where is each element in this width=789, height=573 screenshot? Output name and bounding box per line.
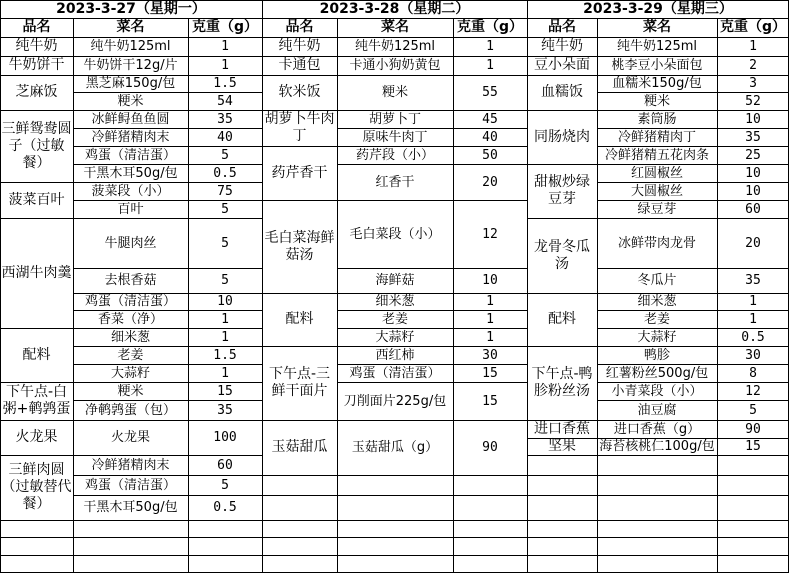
- dish-name: 配料: [22, 346, 51, 363]
- ingredient-name: 绿豆芽: [637, 201, 677, 217]
- ingredient-qty: 5: [221, 477, 229, 493]
- dish-name: 软米饭: [278, 84, 321, 100]
- ingredient-qty: 1: [221, 329, 229, 345]
- ingredient-qty: 90: [482, 440, 498, 455]
- ingredient-qty: 1: [221, 365, 229, 381]
- ingredient-name: 大蒜籽: [110, 365, 150, 381]
- dish-name: 配料: [548, 311, 576, 327]
- ingredient-qty: 12: [745, 383, 761, 399]
- ingredient-name: 纯牛奶125ml: [616, 39, 698, 54]
- ingredient-qty: 1: [486, 311, 494, 327]
- ingredient-name: 菠菜段（小）: [91, 183, 170, 199]
- ingredient-qty: 10: [745, 165, 761, 181]
- grid-line-horizontal: [0, 537, 262, 538]
- ingredient-name: 干黑木耳50g/包: [83, 165, 178, 181]
- dish-name: 同肠烧肉: [534, 128, 590, 145]
- ingredient-qty: 0.5: [741, 329, 765, 345]
- ingredient-name: 大蒜籽: [375, 329, 415, 345]
- ingredient-name: 冰鲜鲟鱼鱼圆: [91, 111, 170, 127]
- ingredient-name: 纯牛奶125ml: [90, 39, 171, 54]
- ingredient-name: 油豆腐: [637, 402, 677, 418]
- ingredient-qty: 0.5: [213, 500, 237, 515]
- ingredient-name: 老姜: [117, 347, 144, 363]
- ingredient-qty: 54: [217, 93, 233, 109]
- dish-name: 下午点-鸭胗粉丝汤: [531, 366, 593, 399]
- ingredient-qty: 1: [486, 39, 494, 54]
- ingredient-qty: 15: [745, 439, 761, 454]
- dish-name: 牛奶饼干: [8, 57, 65, 73]
- ingredient-qty: 55: [482, 85, 498, 100]
- ingredient-name: 细米葱: [375, 294, 415, 309]
- day-title: 2023-3-27（星期一）: [56, 0, 206, 17]
- dish-name: 火龙果: [15, 429, 58, 445]
- ingredient-name: 原味牛肉丁: [362, 129, 428, 145]
- ingredient-name: 净鹌鹑蛋（包）: [84, 402, 176, 418]
- column-header-ingredient: 菜名: [643, 19, 671, 35]
- dish-name: 血糯饭: [541, 84, 583, 100]
- dish-name: 毛白菜海鲜菇汤: [264, 229, 335, 263]
- ingredient-qty: 100: [213, 430, 237, 445]
- ingredient-name: 粳米: [117, 93, 144, 109]
- ingredient-name: 西红柿: [375, 347, 415, 363]
- ingredient-name: 百叶: [117, 201, 144, 217]
- ingredient-qty: 1: [486, 294, 494, 309]
- ingredient-qty: 1: [749, 294, 757, 309]
- dish-name: 下午点-三鲜干面片: [268, 366, 331, 399]
- ingredient-qty: 35: [745, 129, 761, 145]
- column-header-dish: 品名: [285, 19, 314, 35]
- dish-name: 坚果: [548, 438, 576, 454]
- ingredient-name: 血糯米150g/包: [612, 76, 702, 91]
- ingredient-qty: 35: [217, 111, 233, 127]
- ingredient-qty: 52: [745, 93, 761, 109]
- ingredient-name: 红圆椒丝: [630, 165, 683, 181]
- ingredient-name: 冷鲜猪精肉末: [91, 129, 170, 145]
- ingredient-qty: 75: [217, 183, 233, 199]
- grid-line-horizontal: [337, 475, 527, 476]
- ingredient-name: 细米葱: [637, 294, 677, 309]
- ingredient-name: 细米葱: [110, 329, 150, 345]
- ingredient-name: 海苔核桃仁100g/包: [599, 439, 715, 454]
- grid-line-horizontal: [0, 520, 73, 521]
- grid-line-horizontal: [527, 555, 789, 556]
- ingredient-qty: 1.5: [213, 76, 237, 91]
- ingredient-qty: 20: [482, 174, 498, 190]
- ingredient-name: 牛奶饼干12g/片: [83, 58, 178, 73]
- dish-name: 玉菇甜瓜: [271, 439, 328, 455]
- ingredient-qty: 5: [221, 235, 229, 251]
- dish-name: 三鲜鸳鸯圆子（过敏餐）: [1, 120, 72, 171]
- ingredient-name: 老姜: [381, 311, 408, 327]
- ingredient-qty: 5: [221, 201, 229, 217]
- ingredient-qty: 25: [745, 147, 761, 163]
- dish-name: 菠菜百叶: [8, 191, 65, 208]
- ingredient-name: 黑芝麻150g/包: [85, 76, 176, 91]
- ingredient-qty: 10: [217, 294, 233, 309]
- column-header-dish: 品名: [22, 19, 51, 35]
- dish-name: 龙骨冬瓜汤: [534, 238, 590, 272]
- ingredient-name: 干黑木耳50g/包: [83, 500, 178, 515]
- ingredient-name: 进口香蕉（g）: [613, 421, 701, 437]
- dish-name: 豆小朵面: [534, 57, 590, 73]
- ingredient-qty: 30: [482, 347, 498, 363]
- ingredient-name: 去根香菇: [104, 273, 157, 288]
- ingredient-qty: 35: [745, 273, 761, 288]
- ingredient-qty: 40: [482, 129, 498, 145]
- ingredient-qty: 40: [217, 129, 233, 145]
- ingredient-name: 冬瓜片: [637, 273, 677, 288]
- ingredient-name: 纯牛奶125ml: [354, 39, 436, 54]
- grid-line-horizontal: [527, 495, 789, 496]
- ingredient-name: 粳米: [643, 93, 670, 109]
- ingredient-qty: 15: [217, 383, 233, 399]
- ingredient-qty: 15: [482, 365, 498, 381]
- ingredient-qty: 60: [217, 457, 233, 473]
- dish-name: 纯牛奶: [278, 38, 321, 54]
- column-header-qty: 克重（g）: [191, 19, 259, 35]
- ingredient-name: 鸡蛋（清洁蛋）: [84, 477, 176, 493]
- ingredient-name: 火龙果: [110, 430, 150, 445]
- ingredient-name: 鸭胗: [643, 347, 670, 363]
- ingredient-name: 毛白菜段（小）: [349, 226, 441, 242]
- ingredient-qty: 60: [745, 201, 761, 217]
- ingredient-name: 鸡蛋（清洁蛋）: [84, 294, 176, 309]
- dish-name: 下午点-白粥+鹌鹑蛋: [2, 384, 71, 417]
- ingredient-qty: 10: [745, 111, 761, 127]
- dish-name: 胡萝卜牛肉丁: [264, 111, 335, 144]
- ingredient-qty: 5: [221, 273, 229, 288]
- ingredient-name: 大蒜籽: [637, 329, 677, 345]
- ingredient-qty: 90: [745, 421, 761, 437]
- ingredient-qty: 3: [749, 76, 757, 91]
- grid-line-horizontal: [73, 520, 262, 521]
- dish-name: 芝麻饭: [15, 84, 58, 100]
- dish-name: 纯牛奶: [15, 38, 58, 54]
- column-header-dish: 品名: [548, 19, 576, 35]
- grid-line-horizontal: [527, 520, 789, 521]
- ingredient-name: 素筒肠: [637, 111, 677, 127]
- dish-name: 甜椒炒绿豆芽: [534, 174, 590, 207]
- ingredient-name: 大圆椒丝: [630, 183, 683, 199]
- ingredient-qty: 10: [482, 273, 498, 288]
- ingredient-qty: 1.5: [213, 347, 237, 363]
- ingredient-name: 药芹段（小）: [355, 147, 434, 163]
- ingredient-name: 鸡蛋（清洁蛋）: [349, 365, 441, 381]
- ingredient-qty: 2: [749, 58, 757, 73]
- grid-line-horizontal: [527, 537, 789, 538]
- ingredient-qty: 12: [482, 226, 498, 242]
- day-title: 2023-3-28（星期二）: [319, 0, 470, 17]
- column-header-ingredient: 菜名: [381, 19, 409, 35]
- dish-name: 西湖牛肉羹: [1, 264, 72, 281]
- day-title: 2023-3-29（星期三）: [583, 0, 733, 17]
- dish-name: 药芹香干: [271, 164, 328, 181]
- ingredient-name: 海鲜菇: [375, 273, 415, 288]
- grid-line-horizontal: [597, 455, 789, 456]
- dish-name: 配料: [285, 311, 314, 327]
- ingredient-name: 冷鲜猪精肉末: [91, 457, 170, 473]
- grid-line-horizontal: [262, 495, 527, 496]
- ingredient-name: 桃李豆小朵面包: [611, 58, 703, 73]
- ingredient-qty: 0.5: [213, 165, 237, 181]
- ingredient-qty: 1: [221, 58, 229, 73]
- ingredient-qty: 8: [749, 365, 757, 381]
- dish-name: 进口香蕉: [534, 420, 590, 437]
- ingredient-qty: 1: [749, 311, 757, 327]
- ingredient-name: 玉菇甜瓜（g）: [351, 440, 439, 455]
- ingredient-name: 牛腿肉丝: [104, 235, 157, 251]
- ingredient-qty: 45: [482, 111, 498, 127]
- ingredient-name: 卡通小狗奶黄包: [349, 58, 441, 73]
- grid-line-horizontal: [262, 555, 527, 556]
- dish-name: 卡通包: [278, 57, 321, 73]
- grid-line-horizontal: [262, 537, 527, 538]
- grid-line-horizontal: [527, 475, 789, 476]
- ingredient-name: 老姜: [643, 311, 670, 327]
- ingredient-qty: 30: [745, 347, 761, 363]
- column-header-ingredient: 菜名: [116, 19, 145, 35]
- grid-line-horizontal: [262, 520, 527, 521]
- ingredient-qty: 1: [749, 39, 757, 54]
- ingredient-name: 粳米: [117, 383, 144, 399]
- ingredient-qty: 5: [221, 147, 229, 163]
- grid-line-horizontal: [262, 475, 337, 476]
- ingredient-name: 冷鲜猪精五花肉条: [604, 147, 709, 163]
- ingredient-name: 香菜（净）: [97, 311, 163, 327]
- ingredient-qty: 1: [486, 329, 494, 345]
- ingredient-name: 小青菜段（小）: [611, 383, 703, 399]
- ingredient-name: 粳米: [381, 85, 408, 100]
- column-header-qty: 克重（g）: [456, 19, 524, 35]
- ingredient-name: 红香干: [375, 174, 415, 190]
- dish-name: 纯牛奶: [541, 38, 583, 54]
- ingredient-name: 胡萝卜丁: [368, 111, 421, 127]
- ingredient-qty: 10: [745, 183, 761, 199]
- ingredient-qty: 50: [482, 147, 498, 163]
- ingredient-name: 冰鲜带肉龙骨: [617, 235, 696, 251]
- grid-line-horizontal: [0, 555, 262, 556]
- dish-name: 三鲜肉圆（过敏替代餐）: [1, 462, 72, 512]
- ingredient-qty: 5: [749, 402, 757, 418]
- ingredient-qty: 1: [221, 39, 229, 54]
- ingredient-qty: 15: [482, 393, 498, 409]
- ingredient-qty: 1: [486, 58, 494, 73]
- ingredient-name: 刀削面片225g/包: [343, 393, 447, 409]
- grid-line-horizontal: [527, 455, 597, 456]
- ingredient-qty: 20: [745, 235, 761, 251]
- ingredient-name: 红薯粉丝500g/包: [605, 365, 709, 381]
- ingredient-qty: 1: [221, 311, 229, 327]
- ingredient-name: 鸡蛋（清洁蛋）: [84, 147, 176, 163]
- column-header-qty: 克重（g）: [719, 19, 787, 35]
- ingredient-qty: 35: [217, 402, 233, 418]
- ingredient-name: 冷鲜猪精肉丁: [617, 129, 696, 145]
